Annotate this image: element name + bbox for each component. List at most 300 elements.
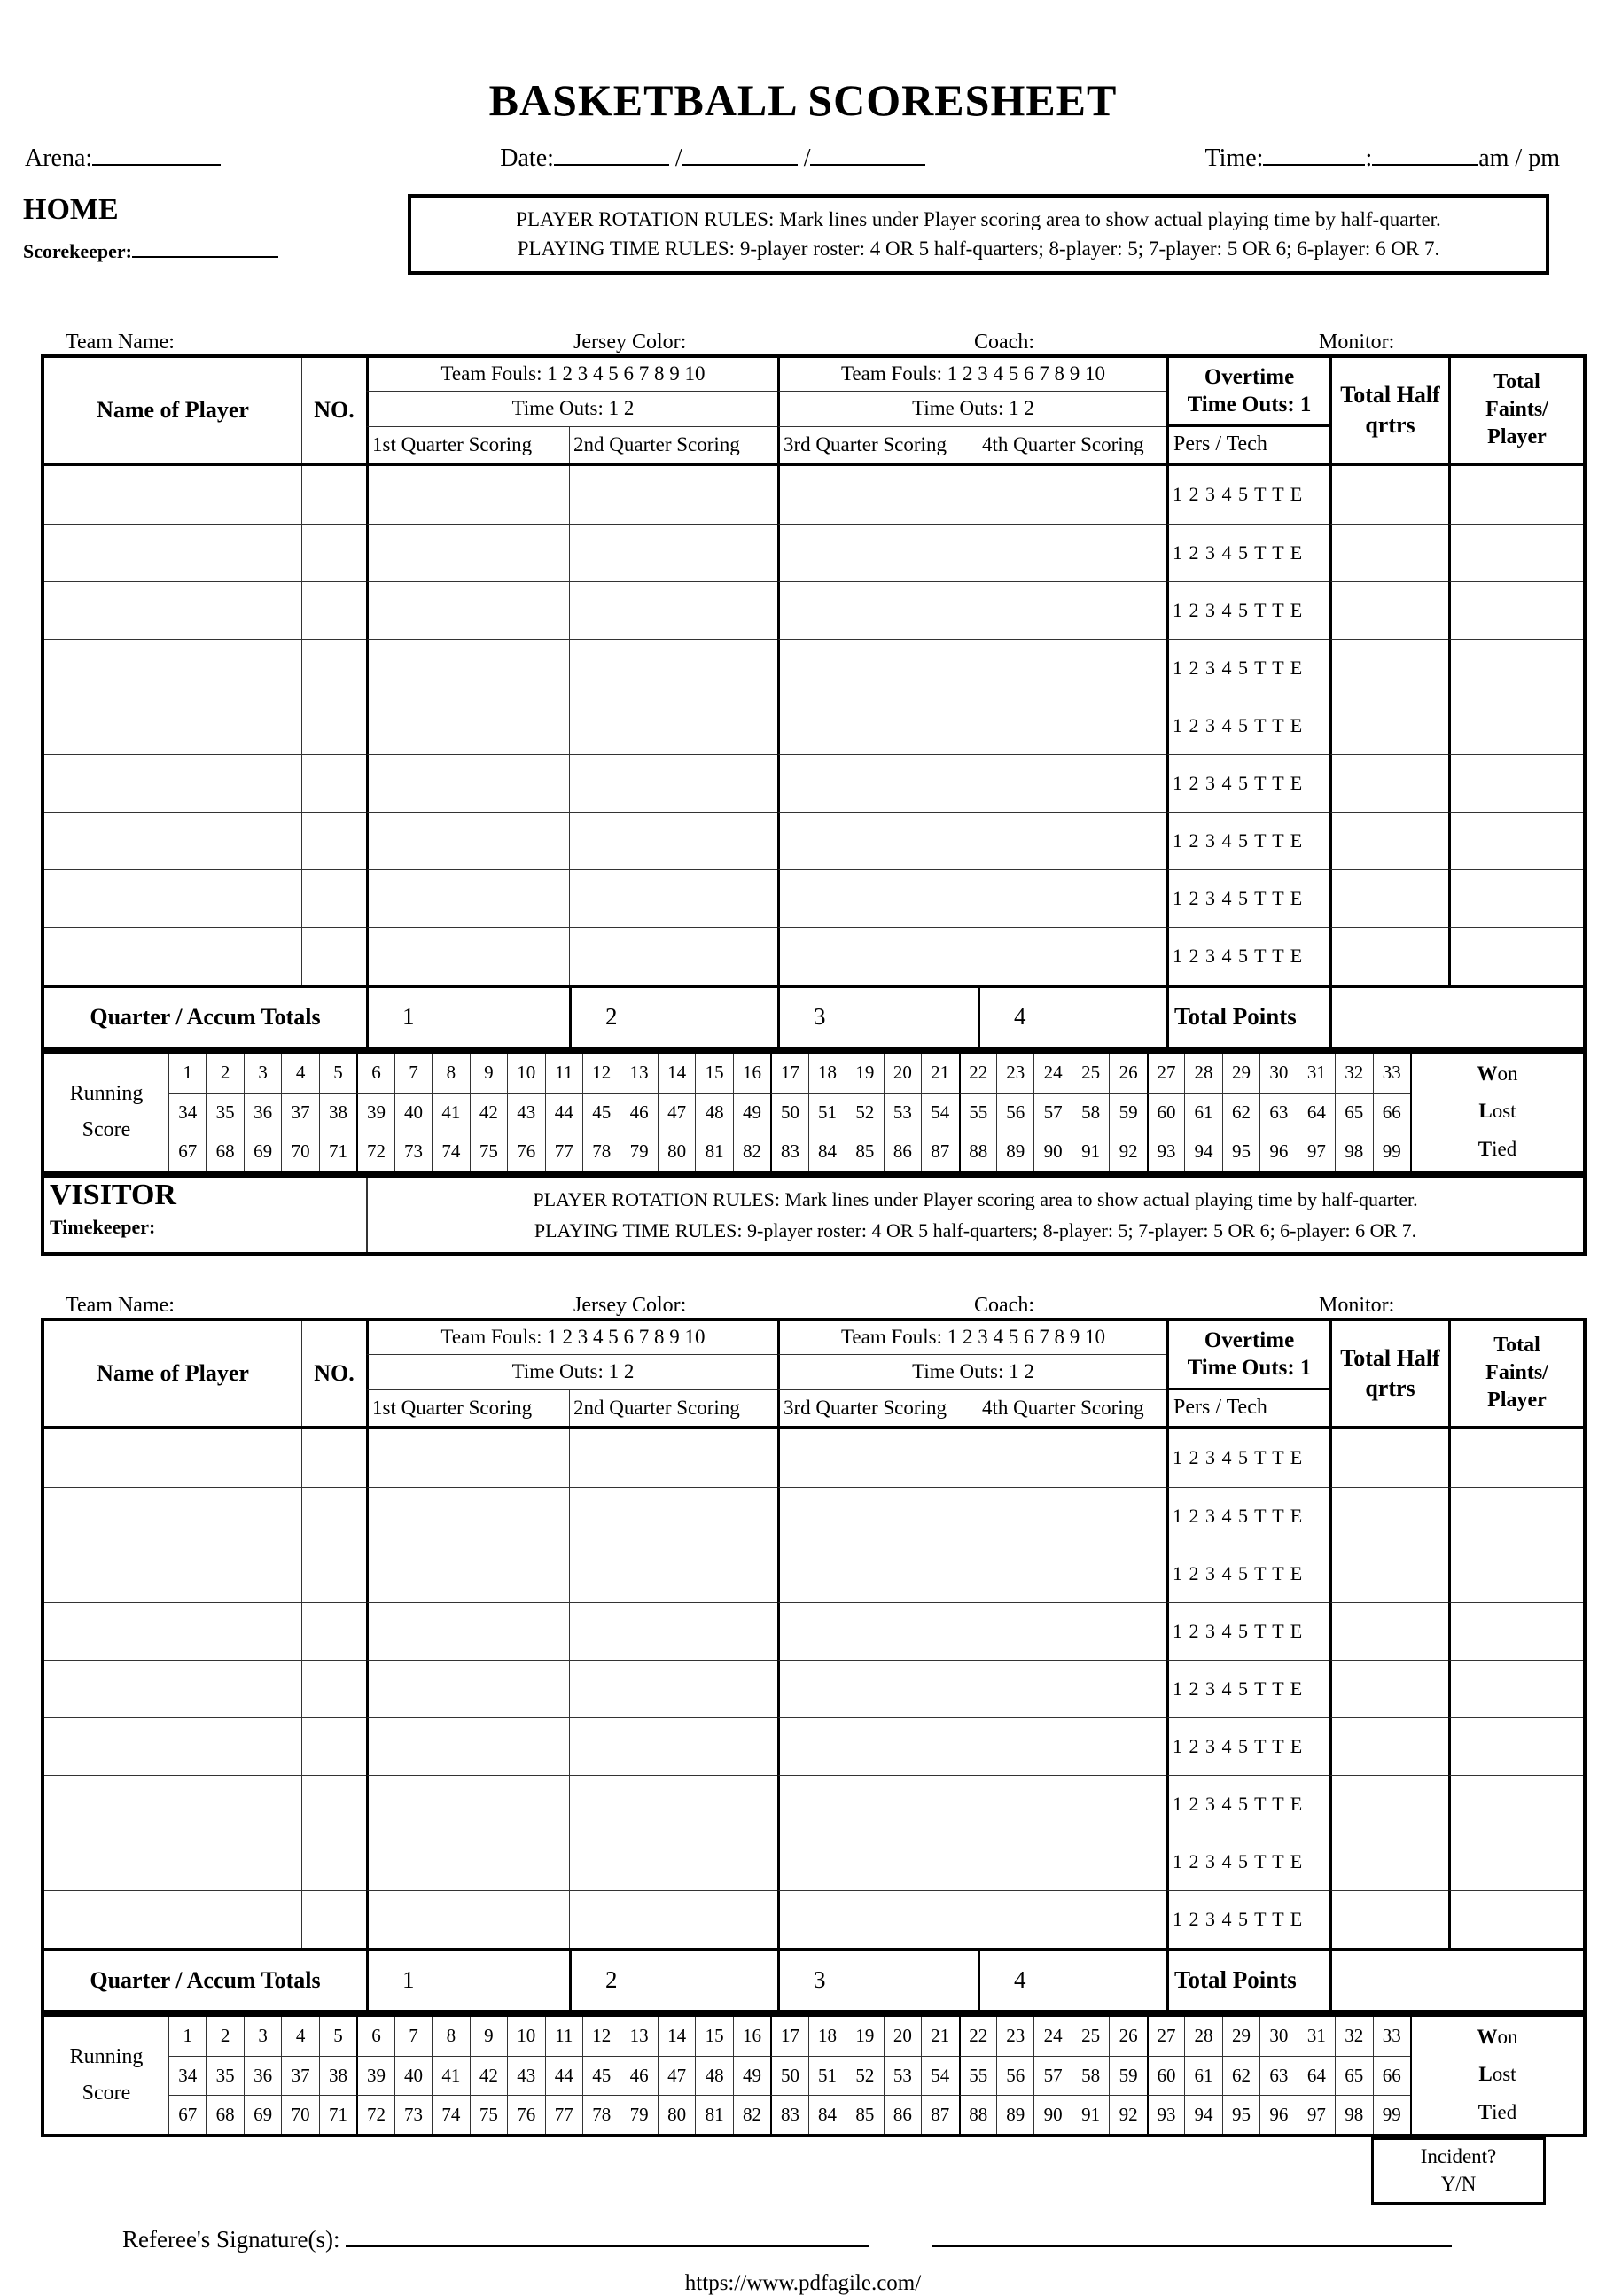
- visitor-q1-scoring-cell[interactable]: [366, 1717, 569, 1775]
- home-running-score-number[interactable]: 66: [1373, 1093, 1410, 1132]
- visitor-running-score-number[interactable]: 90: [1033, 2095, 1071, 2134]
- visitor-player-no-cell[interactable]: [301, 1429, 366, 1487]
- home-total-faints-cell[interactable]: [1448, 697, 1583, 754]
- home-running-score-number[interactable]: 27: [1147, 1054, 1184, 1093]
- visitor-q1-scoring-cell[interactable]: [366, 1429, 569, 1487]
- home-q2-scoring-cell[interactable]: [569, 466, 777, 524]
- visitor-running-score-number[interactable]: 77: [545, 2095, 582, 2134]
- visitor-running-score-number[interactable]: 23: [996, 2017, 1033, 2056]
- visitor-q2-scoring-cell[interactable]: [569, 1660, 777, 1717]
- visitor-running-score-number[interactable]: 56: [996, 2056, 1033, 2095]
- visitor-running-score-number[interactable]: 78: [582, 2095, 620, 2134]
- visitor-q4-scoring-cell[interactable]: [978, 1833, 1166, 1890]
- home-q3-scoring-cell[interactable]: [777, 524, 978, 581]
- visitor-total-half-qrtrs-cell[interactable]: [1329, 1775, 1448, 1833]
- visitor-running-score-number[interactable]: 99: [1373, 2095, 1410, 2134]
- home-running-score-number[interactable]: 65: [1335, 1093, 1372, 1132]
- home-running-score-number[interactable]: 50: [770, 1093, 807, 1132]
- visitor-running-score-number[interactable]: 46: [620, 2056, 657, 2095]
- visitor-running-score-number[interactable]: 63: [1259, 2056, 1297, 2095]
- home-total-faints-cell[interactable]: [1448, 869, 1583, 927]
- home-running-score-number[interactable]: 13: [620, 1054, 657, 1093]
- visitor-running-score-number[interactable]: 51: [808, 2056, 846, 2095]
- visitor-player-name-cell[interactable]: [44, 1602, 301, 1660]
- home-player-name-cell[interactable]: [44, 524, 301, 581]
- home-q4-scoring-cell[interactable]: [978, 581, 1166, 639]
- home-running-score-number[interactable]: 92: [1109, 1132, 1146, 1171]
- time-blank-hour[interactable]: [1263, 139, 1365, 166]
- home-running-score-number[interactable]: 29: [1222, 1054, 1259, 1093]
- home-running-score-number[interactable]: 14: [658, 1054, 695, 1093]
- home-q1-scoring-cell[interactable]: [366, 754, 569, 812]
- home-total-half-qrtrs-cell[interactable]: [1329, 639, 1448, 697]
- visitor-running-score-number[interactable]: 21: [921, 2017, 958, 2056]
- home-running-score-number[interactable]: 79: [620, 1132, 657, 1171]
- visitor-total-faints-cell[interactable]: [1448, 1602, 1583, 1660]
- home-result-tied[interactable]: Tied: [1477, 1137, 1517, 1160]
- home-q4-scoring-cell[interactable]: [978, 754, 1166, 812]
- home-running-score-number[interactable]: 1: [168, 1054, 206, 1093]
- home-running-score-number[interactable]: 40: [394, 1093, 432, 1132]
- visitor-running-score-number[interactable]: 41: [432, 2056, 469, 2095]
- home-total-half-qrtrs-cell[interactable]: [1329, 812, 1448, 869]
- home-player-no-cell[interactable]: [301, 697, 366, 754]
- home-q3-scoring-cell[interactable]: [777, 754, 978, 812]
- home-running-score-number[interactable]: 37: [281, 1093, 318, 1132]
- visitor-running-score-number[interactable]: 28: [1184, 2017, 1221, 2056]
- visitor-running-score-number[interactable]: 43: [507, 2056, 544, 2095]
- visitor-q2-scoring-cell[interactable]: [569, 1890, 777, 1948]
- visitor-q3-scoring-cell[interactable]: [777, 1890, 978, 1948]
- visitor-running-score-number[interactable]: 87: [921, 2095, 958, 2134]
- home-player-no-cell[interactable]: [301, 524, 366, 581]
- home-result-lost[interactable]: Lost: [1478, 1100, 1516, 1123]
- home-running-score-number[interactable]: 78: [582, 1132, 620, 1171]
- home-running-score-number[interactable]: 90: [1033, 1132, 1071, 1171]
- visitor-running-score-number[interactable]: 82: [733, 2095, 770, 2134]
- visitor-running-score-number[interactable]: 39: [356, 2056, 394, 2095]
- visitor-personal-fouls-scale[interactable]: 1 2 3 4 5 T T E: [1166, 1717, 1329, 1775]
- home-quarter-1-total-cell[interactable]: 1: [366, 988, 569, 1047]
- visitor-result-lost[interactable]: Lost: [1478, 2063, 1516, 2086]
- home-result-won[interactable]: Won: [1477, 1062, 1518, 1085]
- visitor-q1-scoring-cell[interactable]: [366, 1833, 569, 1890]
- home-running-score-number[interactable]: 64: [1298, 1093, 1335, 1132]
- visitor-running-score-number[interactable]: 66: [1373, 2056, 1410, 2095]
- home-running-score-number[interactable]: 44: [545, 1093, 582, 1132]
- home-q4-scoring-cell[interactable]: [978, 466, 1166, 524]
- home-running-score-number[interactable]: 5: [319, 1054, 356, 1093]
- visitor-running-score-number[interactable]: 19: [846, 2017, 883, 2056]
- home-personal-fouls-scale[interactable]: 1 2 3 4 5 T T E: [1166, 812, 1329, 869]
- visitor-time-outs-2nd-half[interactable]: Time Outs: 1 2: [777, 1355, 1166, 1390]
- home-running-score-number[interactable]: 18: [808, 1054, 846, 1093]
- home-running-score-number[interactable]: 58: [1072, 1093, 1109, 1132]
- visitor-player-name-cell[interactable]: [44, 1775, 301, 1833]
- visitor-result-won[interactable]: Won: [1477, 2025, 1518, 2048]
- home-running-score-number[interactable]: 70: [281, 1132, 318, 1171]
- visitor-q1-scoring-cell[interactable]: [366, 1545, 569, 1602]
- home-total-half-qrtrs-cell[interactable]: [1329, 581, 1448, 639]
- home-running-score-number[interactable]: 47: [658, 1093, 695, 1132]
- home-q1-scoring-cell[interactable]: [366, 812, 569, 869]
- home-player-name-cell[interactable]: [44, 754, 301, 812]
- home-total-faints-cell[interactable]: [1448, 754, 1583, 812]
- home-q2-scoring-cell[interactable]: [569, 581, 777, 639]
- visitor-running-score-number[interactable]: 80: [658, 2095, 695, 2134]
- home-running-score-number[interactable]: 96: [1259, 1132, 1297, 1171]
- home-total-faints-cell[interactable]: [1448, 524, 1583, 581]
- home-running-score-number[interactable]: 97: [1298, 1132, 1335, 1171]
- home-running-score-number[interactable]: 60: [1147, 1093, 1184, 1132]
- home-running-score-number[interactable]: 52: [846, 1093, 883, 1132]
- home-q2-scoring-cell[interactable]: [569, 697, 777, 754]
- home-q4-scoring-cell[interactable]: [978, 927, 1166, 985]
- home-player-no-cell[interactable]: [301, 869, 366, 927]
- visitor-running-score-number[interactable]: 92: [1109, 2095, 1146, 2134]
- home-running-score-number[interactable]: 67: [168, 1132, 206, 1171]
- home-running-score-number[interactable]: 46: [620, 1093, 657, 1132]
- visitor-running-score-number[interactable]: 18: [808, 2017, 846, 2056]
- home-personal-fouls-scale[interactable]: 1 2 3 4 5 T T E: [1166, 639, 1329, 697]
- home-personal-fouls-scale[interactable]: 1 2 3 4 5 T T E: [1166, 581, 1329, 639]
- home-running-score-number[interactable]: 34: [168, 1093, 206, 1132]
- home-player-name-cell[interactable]: [44, 812, 301, 869]
- visitor-q2-scoring-cell[interactable]: [569, 1487, 777, 1545]
- visitor-running-score-number[interactable]: 47: [658, 2056, 695, 2095]
- home-total-half-qrtrs-cell[interactable]: [1329, 754, 1448, 812]
- visitor-running-score-number[interactable]: 93: [1147, 2095, 1184, 2134]
- visitor-running-score-number[interactable]: 97: [1298, 2095, 1335, 2134]
- visitor-player-no-cell[interactable]: [301, 1833, 366, 1890]
- visitor-q3-scoring-cell[interactable]: [777, 1660, 978, 1717]
- home-running-score-number[interactable]: 2: [206, 1054, 243, 1093]
- home-running-score-number[interactable]: 43: [507, 1093, 544, 1132]
- visitor-q4-scoring-cell[interactable]: [978, 1717, 1166, 1775]
- visitor-running-score-number[interactable]: 68: [206, 2095, 243, 2134]
- visitor-running-score-number[interactable]: 61: [1184, 2056, 1221, 2095]
- home-running-score-number[interactable]: 6: [356, 1054, 394, 1093]
- visitor-running-score-number[interactable]: 75: [470, 2095, 507, 2134]
- visitor-running-score-number[interactable]: 44: [545, 2056, 582, 2095]
- visitor-running-score-number[interactable]: 31: [1298, 2017, 1335, 2056]
- visitor-time-outs-1st-half[interactable]: Time Outs: 1 2: [366, 1355, 777, 1390]
- visitor-player-name-cell[interactable]: [44, 1660, 301, 1717]
- home-running-score-number[interactable]: 23: [996, 1054, 1033, 1093]
- visitor-q4-scoring-cell[interactable]: [978, 1660, 1166, 1717]
- home-personal-fouls-scale[interactable]: 1 2 3 4 5 T T E: [1166, 927, 1329, 985]
- home-total-faints-cell[interactable]: [1448, 466, 1583, 524]
- visitor-total-half-qrtrs-cell[interactable]: [1329, 1602, 1448, 1660]
- visitor-running-score-number[interactable]: 57: [1033, 2056, 1071, 2095]
- home-running-score-number[interactable]: 61: [1184, 1093, 1221, 1132]
- visitor-player-no-cell[interactable]: [301, 1660, 366, 1717]
- home-running-score-number[interactable]: 32: [1335, 1054, 1372, 1093]
- visitor-running-score-number[interactable]: 48: [695, 2056, 732, 2095]
- visitor-q2-scoring-cell[interactable]: [569, 1545, 777, 1602]
- home-running-score-number[interactable]: 85: [846, 1132, 883, 1171]
- visitor-running-score-number[interactable]: 58: [1072, 2056, 1109, 2095]
- home-q4-scoring-cell[interactable]: [978, 524, 1166, 581]
- home-player-name-cell[interactable]: [44, 869, 301, 927]
- visitor-running-score-number[interactable]: 6: [356, 2017, 394, 2056]
- home-running-score-number[interactable]: 95: [1222, 1132, 1259, 1171]
- visitor-running-score-number[interactable]: 53: [884, 2056, 921, 2095]
- visitor-total-faints-cell[interactable]: [1448, 1545, 1583, 1602]
- incident-box[interactable]: [1371, 2137, 1546, 2205]
- visitor-running-score-number[interactable]: 67: [168, 2095, 206, 2134]
- visitor-running-score-number[interactable]: 74: [432, 2095, 469, 2134]
- visitor-running-score-number[interactable]: 91: [1072, 2095, 1109, 2134]
- home-running-score-number[interactable]: 72: [356, 1132, 394, 1171]
- home-running-score-number[interactable]: 33: [1373, 1054, 1410, 1093]
- visitor-total-points-cell[interactable]: [1329, 1951, 1583, 2010]
- home-team-fouls-1st-half[interactable]: Team Fouls: 1 2 3 4 5 6 7 8 9 10: [366, 358, 777, 392]
- visitor-running-score-number[interactable]: 69: [244, 2095, 281, 2134]
- visitor-q3-scoring-cell[interactable]: [777, 1602, 978, 1660]
- home-running-score-number[interactable]: 91: [1072, 1132, 1109, 1171]
- visitor-running-score-number[interactable]: 14: [658, 2017, 695, 2056]
- home-q3-scoring-cell[interactable]: [777, 466, 978, 524]
- visitor-running-score-number[interactable]: 34: [168, 2056, 206, 2095]
- visitor-running-score-number[interactable]: 72: [356, 2095, 394, 2134]
- home-running-score-number[interactable]: 87: [921, 1132, 958, 1171]
- visitor-running-score-number[interactable]: 81: [695, 2095, 732, 2134]
- visitor-running-score-number[interactable]: 89: [996, 2095, 1033, 2134]
- home-running-score-number[interactable]: 80: [658, 1132, 695, 1171]
- date-blank-1[interactable]: [554, 139, 669, 166]
- visitor-running-score-number[interactable]: 59: [1109, 2056, 1146, 2095]
- home-running-score-number[interactable]: 4: [281, 1054, 318, 1093]
- visitor-running-score-number[interactable]: 3: [244, 2017, 281, 2056]
- visitor-running-score-number[interactable]: 95: [1222, 2095, 1259, 2134]
- visitor-player-no-cell[interactable]: [301, 1487, 366, 1545]
- visitor-player-name-cell[interactable]: [44, 1890, 301, 1948]
- visitor-total-half-qrtrs-cell[interactable]: [1329, 1429, 1448, 1487]
- home-player-name-cell[interactable]: [44, 927, 301, 985]
- home-q3-scoring-cell[interactable]: [777, 812, 978, 869]
- home-running-score-number[interactable]: 84: [808, 1132, 846, 1171]
- visitor-player-name-cell[interactable]: [44, 1545, 301, 1602]
- visitor-personal-fouls-scale[interactable]: 1 2 3 4 5 T T E: [1166, 1487, 1329, 1545]
- visitor-q1-scoring-cell[interactable]: [366, 1487, 569, 1545]
- home-personal-fouls-scale[interactable]: 1 2 3 4 5 T T E: [1166, 869, 1329, 927]
- visitor-running-score-number[interactable]: 1: [168, 2017, 206, 2056]
- home-running-score-number[interactable]: 10: [507, 1054, 544, 1093]
- visitor-q3-scoring-cell[interactable]: [777, 1833, 978, 1890]
- visitor-team-fouls-1st-half[interactable]: Team Fouls: 1 2 3 4 5 6 7 8 9 10: [366, 1321, 777, 1355]
- visitor-running-score-number[interactable]: 11: [545, 2017, 582, 2056]
- visitor-running-score-number[interactable]: 5: [319, 2017, 356, 2056]
- home-q3-scoring-cell[interactable]: [777, 639, 978, 697]
- home-q2-scoring-cell[interactable]: [569, 639, 777, 697]
- home-running-score-number[interactable]: 74: [432, 1132, 469, 1171]
- home-running-score-number[interactable]: 56: [996, 1093, 1033, 1132]
- visitor-running-score-number[interactable]: 37: [281, 2056, 318, 2095]
- visitor-running-score-number[interactable]: 50: [770, 2056, 807, 2095]
- home-q1-scoring-cell[interactable]: [366, 524, 569, 581]
- home-running-score-number[interactable]: 24: [1033, 1054, 1071, 1093]
- visitor-running-score-number[interactable]: 16: [733, 2017, 770, 2056]
- visitor-running-score-number[interactable]: 38: [319, 2056, 356, 2095]
- home-running-score-number[interactable]: 62: [1222, 1093, 1259, 1132]
- date-blank-2[interactable]: [682, 139, 798, 166]
- home-player-name-cell[interactable]: [44, 639, 301, 697]
- visitor-personal-fouls-scale[interactable]: 1 2 3 4 5 T T E: [1166, 1545, 1329, 1602]
- home-running-score-number[interactable]: 42: [470, 1093, 507, 1132]
- home-player-no-cell[interactable]: [301, 927, 366, 985]
- visitor-player-name-cell[interactable]: [44, 1717, 301, 1775]
- visitor-running-score-number[interactable]: 9: [470, 2017, 507, 2056]
- visitor-running-score-number[interactable]: 86: [884, 2095, 921, 2134]
- home-q3-scoring-cell[interactable]: [777, 927, 978, 985]
- visitor-total-half-qrtrs-cell[interactable]: [1329, 1545, 1448, 1602]
- visitor-quarter-1-total-cell[interactable]: 1: [366, 1951, 569, 2010]
- visitor-running-score-number[interactable]: 54: [921, 2056, 958, 2095]
- home-running-score-number[interactable]: 57: [1033, 1093, 1071, 1132]
- home-q1-scoring-cell[interactable]: [366, 466, 569, 524]
- home-running-score-number[interactable]: 45: [582, 1093, 620, 1132]
- visitor-running-score-number[interactable]: 79: [620, 2095, 657, 2134]
- visitor-running-score-number[interactable]: 71: [319, 2095, 356, 2134]
- home-q4-scoring-cell[interactable]: [978, 697, 1166, 754]
- visitor-running-score-number[interactable]: 52: [846, 2056, 883, 2095]
- visitor-q4-scoring-cell[interactable]: [978, 1602, 1166, 1660]
- home-team-fouls-2nd-half[interactable]: Team Fouls: 1 2 3 4 5 6 7 8 9 10: [777, 358, 1166, 392]
- visitor-q1-scoring-cell[interactable]: [366, 1890, 569, 1948]
- visitor-total-half-qrtrs-cell[interactable]: [1329, 1717, 1448, 1775]
- visitor-total-faints-cell[interactable]: [1448, 1717, 1583, 1775]
- visitor-q4-scoring-cell[interactable]: [978, 1890, 1166, 1948]
- visitor-running-score-number[interactable]: 60: [1147, 2056, 1184, 2095]
- home-player-name-cell[interactable]: [44, 581, 301, 639]
- home-q2-scoring-cell[interactable]: [569, 812, 777, 869]
- visitor-total-half-qrtrs-cell[interactable]: [1329, 1890, 1448, 1948]
- home-total-half-qrtrs-cell[interactable]: [1329, 927, 1448, 985]
- visitor-q3-scoring-cell[interactable]: [777, 1429, 978, 1487]
- home-running-score-number[interactable]: 59: [1109, 1093, 1146, 1132]
- home-running-score-number[interactable]: 75: [470, 1132, 507, 1171]
- home-running-score-number[interactable]: 17: [770, 1054, 807, 1093]
- visitor-total-half-qrtrs-cell[interactable]: [1329, 1487, 1448, 1545]
- home-running-score-number[interactable]: 55: [959, 1093, 996, 1132]
- home-running-score-number[interactable]: 15: [695, 1054, 732, 1093]
- visitor-personal-fouls-scale[interactable]: 1 2 3 4 5 T T E: [1166, 1775, 1329, 1833]
- home-total-points-cell[interactable]: [1329, 988, 1583, 1047]
- home-quarter-4-total-cell[interactable]: 4: [978, 988, 1166, 1047]
- visitor-player-name-cell[interactable]: [44, 1487, 301, 1545]
- visitor-running-score-number[interactable]: 15: [695, 2017, 732, 2056]
- arena-blank[interactable]: [92, 139, 221, 166]
- visitor-personal-fouls-scale[interactable]: 1 2 3 4 5 T T E: [1166, 1833, 1329, 1890]
- visitor-player-name-cell[interactable]: [44, 1833, 301, 1890]
- visitor-running-score-number[interactable]: 98: [1335, 2095, 1372, 2134]
- home-running-score-number[interactable]: 51: [808, 1093, 846, 1132]
- home-running-score-number[interactable]: 76: [507, 1132, 544, 1171]
- home-running-score-number[interactable]: 73: [394, 1132, 432, 1171]
- home-q1-scoring-cell[interactable]: [366, 639, 569, 697]
- visitor-running-score-number[interactable]: 7: [394, 2017, 432, 2056]
- home-running-score-number[interactable]: 71: [319, 1132, 356, 1171]
- home-running-score-number[interactable]: 16: [733, 1054, 770, 1093]
- home-running-score-number[interactable]: 20: [884, 1054, 921, 1093]
- home-running-score-number[interactable]: 11: [545, 1054, 582, 1093]
- home-q1-scoring-cell[interactable]: [366, 697, 569, 754]
- visitor-player-no-cell[interactable]: [301, 1890, 366, 1948]
- visitor-total-faints-cell[interactable]: [1448, 1487, 1583, 1545]
- home-running-score-number[interactable]: 35: [206, 1093, 243, 1132]
- visitor-total-faints-cell[interactable]: [1448, 1890, 1583, 1948]
- visitor-running-score-number[interactable]: 45: [582, 2056, 620, 2095]
- visitor-running-score-number[interactable]: 33: [1373, 2017, 1410, 2056]
- visitor-running-score-number[interactable]: 35: [206, 2056, 243, 2095]
- home-personal-fouls-scale[interactable]: 1 2 3 4 5 T T E: [1166, 524, 1329, 581]
- visitor-quarter-3-total-cell[interactable]: 3: [777, 1951, 978, 2010]
- visitor-running-score-number[interactable]: 25: [1072, 2017, 1109, 2056]
- visitor-running-score-number[interactable]: 64: [1298, 2056, 1335, 2095]
- home-running-score-number[interactable]: 81: [695, 1132, 732, 1171]
- home-running-score-number[interactable]: 99: [1373, 1132, 1410, 1171]
- visitor-total-half-qrtrs-cell[interactable]: [1329, 1660, 1448, 1717]
- home-running-score-number[interactable]: 86: [884, 1132, 921, 1171]
- home-running-score-number[interactable]: 82: [733, 1132, 770, 1171]
- home-q4-scoring-cell[interactable]: [978, 639, 1166, 697]
- visitor-running-score-number[interactable]: 10: [507, 2017, 544, 2056]
- home-total-faints-cell[interactable]: [1448, 639, 1583, 697]
- visitor-q2-scoring-cell[interactable]: [569, 1429, 777, 1487]
- visitor-running-score-number[interactable]: 62: [1222, 2056, 1259, 2095]
- home-running-score-number[interactable]: 69: [244, 1132, 281, 1171]
- home-running-score-number[interactable]: 25: [1072, 1054, 1109, 1093]
- visitor-player-no-cell[interactable]: [301, 1602, 366, 1660]
- visitor-running-score-number[interactable]: 12: [582, 2017, 620, 2056]
- visitor-q2-scoring-cell[interactable]: [569, 1833, 777, 1890]
- visitor-running-score-number[interactable]: 26: [1109, 2017, 1146, 2056]
- visitor-running-score-number[interactable]: 22: [959, 2017, 996, 2056]
- home-q3-scoring-cell[interactable]: [777, 581, 978, 639]
- home-total-half-qrtrs-cell[interactable]: [1329, 466, 1448, 524]
- home-total-half-qrtrs-cell[interactable]: [1329, 697, 1448, 754]
- visitor-running-score-number[interactable]: 8: [432, 2017, 469, 2056]
- home-q2-scoring-cell[interactable]: [569, 869, 777, 927]
- visitor-q4-scoring-cell[interactable]: [978, 1545, 1166, 1602]
- home-q4-scoring-cell[interactable]: [978, 812, 1166, 869]
- visitor-running-score-number[interactable]: 32: [1335, 2017, 1372, 2056]
- home-running-score-number[interactable]: 21: [921, 1054, 958, 1093]
- visitor-q4-scoring-cell[interactable]: [978, 1429, 1166, 1487]
- home-running-score-number[interactable]: 38: [319, 1093, 356, 1132]
- visitor-personal-fouls-scale[interactable]: 1 2 3 4 5 T T E: [1166, 1660, 1329, 1717]
- visitor-running-score-number[interactable]: 65: [1335, 2056, 1372, 2095]
- visitor-personal-fouls-scale[interactable]: 1 2 3 4 5 T T E: [1166, 1429, 1329, 1487]
- home-q2-scoring-cell[interactable]: [569, 927, 777, 985]
- visitor-running-score-number[interactable]: 73: [394, 2095, 432, 2134]
- home-q2-scoring-cell[interactable]: [569, 754, 777, 812]
- home-running-score-number[interactable]: 41: [432, 1093, 469, 1132]
- visitor-q3-scoring-cell[interactable]: [777, 1717, 978, 1775]
- home-running-score-number[interactable]: 12: [582, 1054, 620, 1093]
- visitor-result-tied[interactable]: Tied: [1477, 2100, 1517, 2123]
- visitor-running-score-number[interactable]: 85: [846, 2095, 883, 2134]
- home-running-score-number[interactable]: 28: [1184, 1054, 1221, 1093]
- visitor-q1-scoring-cell[interactable]: [366, 1775, 569, 1833]
- visitor-running-score-number[interactable]: 88: [959, 2095, 996, 2134]
- home-running-score-number[interactable]: 3: [244, 1054, 281, 1093]
- home-running-score-number[interactable]: 98: [1335, 1132, 1372, 1171]
- visitor-running-score-number[interactable]: 13: [620, 2017, 657, 2056]
- home-player-no-cell[interactable]: [301, 639, 366, 697]
- home-running-score-number[interactable]: 93: [1147, 1132, 1184, 1171]
